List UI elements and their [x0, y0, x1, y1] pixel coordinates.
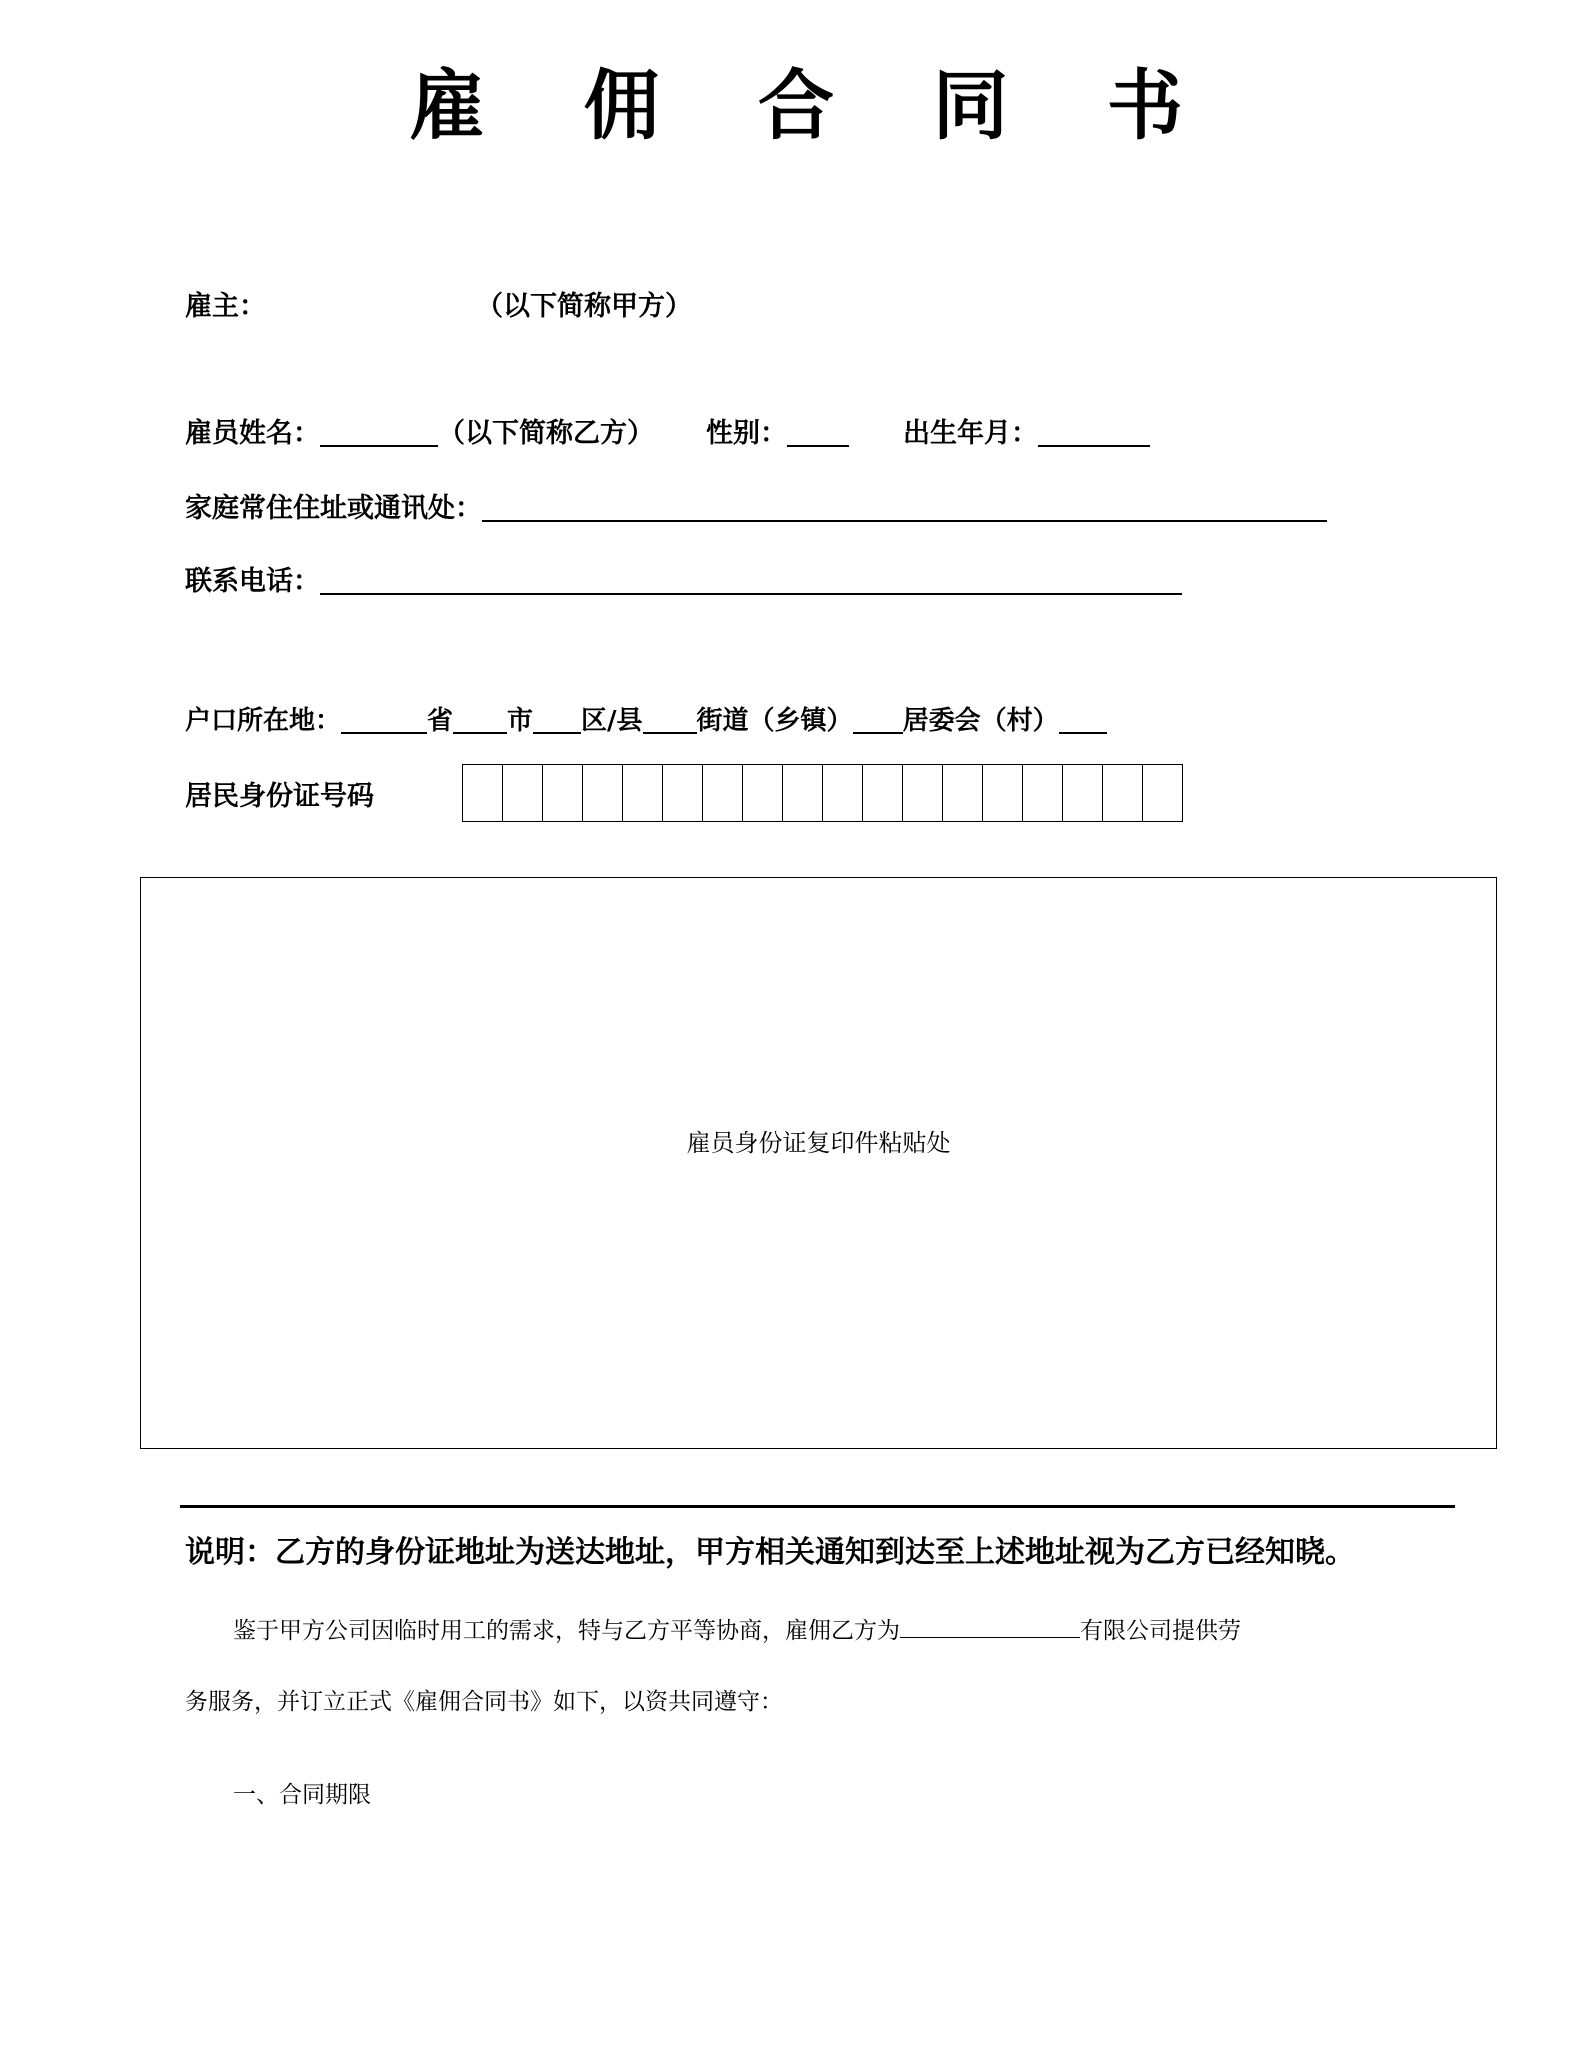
id-number-cell[interactable]: [543, 765, 583, 821]
id-number-cell[interactable]: [503, 765, 543, 821]
gender-field[interactable]: [787, 420, 849, 447]
id-number-cell[interactable]: [583, 765, 623, 821]
id-number-cell[interactable]: [703, 765, 743, 821]
employee-name-row: [185, 420, 1407, 447]
birth-label: 出生年月：: [903, 418, 1038, 449]
id-number-cell[interactable]: [943, 765, 983, 821]
preamble-paragraph-1: [185, 1613, 1430, 1650]
employer-row: [185, 293, 1407, 320]
hukou-city-field[interactable]: [453, 707, 507, 734]
hukou-district-field[interactable]: [533, 707, 581, 734]
gender-label: 性别：: [706, 418, 787, 449]
id-number-cell[interactable]: [663, 765, 703, 821]
hukou-committee-label: 居委会（村）: [902, 706, 1059, 736]
hukou-row: [185, 707, 1407, 734]
hukou-committee-field[interactable]: [853, 707, 903, 734]
id-number-boxes[interactable]: [462, 764, 1183, 822]
hukou-province-label: 省: [427, 706, 454, 736]
hukou-city-label: 市: [507, 706, 534, 736]
phone-field[interactable]: [320, 568, 1182, 595]
id-number-label: 居民身份证号码: [185, 780, 374, 812]
id-number-cell[interactable]: [1023, 765, 1063, 821]
address-label: 家庭常住住址或通讯处：: [185, 493, 482, 524]
id-number-cell[interactable]: [1103, 765, 1143, 821]
id-number-cell[interactable]: [463, 765, 503, 821]
id-number-cell[interactable]: [903, 765, 943, 821]
hukou-district-label: 区/县: [581, 706, 643, 736]
page-title: 雇 佣 合 同 书: [409, 61, 1219, 150]
address-field[interactable]: [482, 495, 1327, 522]
id-copy-paste-area[interactable]: [140, 877, 1497, 1449]
company-name-field[interactable]: [900, 1617, 1080, 1638]
paste-area-label: 雇员身份证复印件粘贴处: [686, 1129, 951, 1157]
id-number-cell[interactable]: [823, 765, 863, 821]
id-number-cell[interactable]: [1143, 765, 1183, 821]
birth-field[interactable]: [1038, 420, 1150, 447]
id-number-cell[interactable]: [743, 765, 783, 821]
hukou-province-field[interactable]: [341, 707, 427, 734]
employer-label: 雇主：: [185, 291, 266, 322]
id-number-cell[interactable]: [1063, 765, 1103, 821]
clause-1-heading: 一、合同期限: [233, 1781, 371, 1808]
hukou-street-field[interactable]: [643, 707, 697, 734]
section-divider: [180, 1505, 1455, 1508]
employee-address-row: [185, 495, 1407, 522]
delivery-address-note: 说明：乙方的身份证地址为送达地址，甲方相关通知到达至上述地址视为乙方已经知晓。: [185, 1535, 1355, 1570]
preamble-paragraph-2: 务服务，并订立正式《雇佣合同书》如下，以资共同遵守：: [185, 1688, 783, 1715]
id-number-cell[interactable]: [783, 765, 823, 821]
hukou-street-label: 街道（乡镇）: [696, 706, 853, 736]
hukou-committee-number-field[interactable]: [1059, 707, 1107, 734]
id-number-cell[interactable]: [983, 765, 1023, 821]
employee-name-field[interactable]: [320, 420, 438, 447]
id-number-cell[interactable]: [623, 765, 663, 821]
preamble-text-b: 有限公司提供劳: [1080, 1618, 1241, 1644]
phone-label: 联系电话：: [185, 566, 320, 597]
employee-phone-row: [185, 568, 1407, 595]
employer-alias: （以下简称甲方）: [476, 291, 692, 322]
employee-name-alias: （以下简称乙方）: [438, 418, 654, 449]
id-number-cell[interactable]: [863, 765, 903, 821]
preamble-text-a: 鉴于甲方公司因临时用工的需求，特与乙方平等协商，雇佣乙方为: [233, 1618, 900, 1644]
employee-name-label: 雇员姓名：: [185, 418, 320, 449]
id-number-row: [185, 764, 1407, 822]
hukou-label: 户口所在地：: [185, 706, 342, 736]
